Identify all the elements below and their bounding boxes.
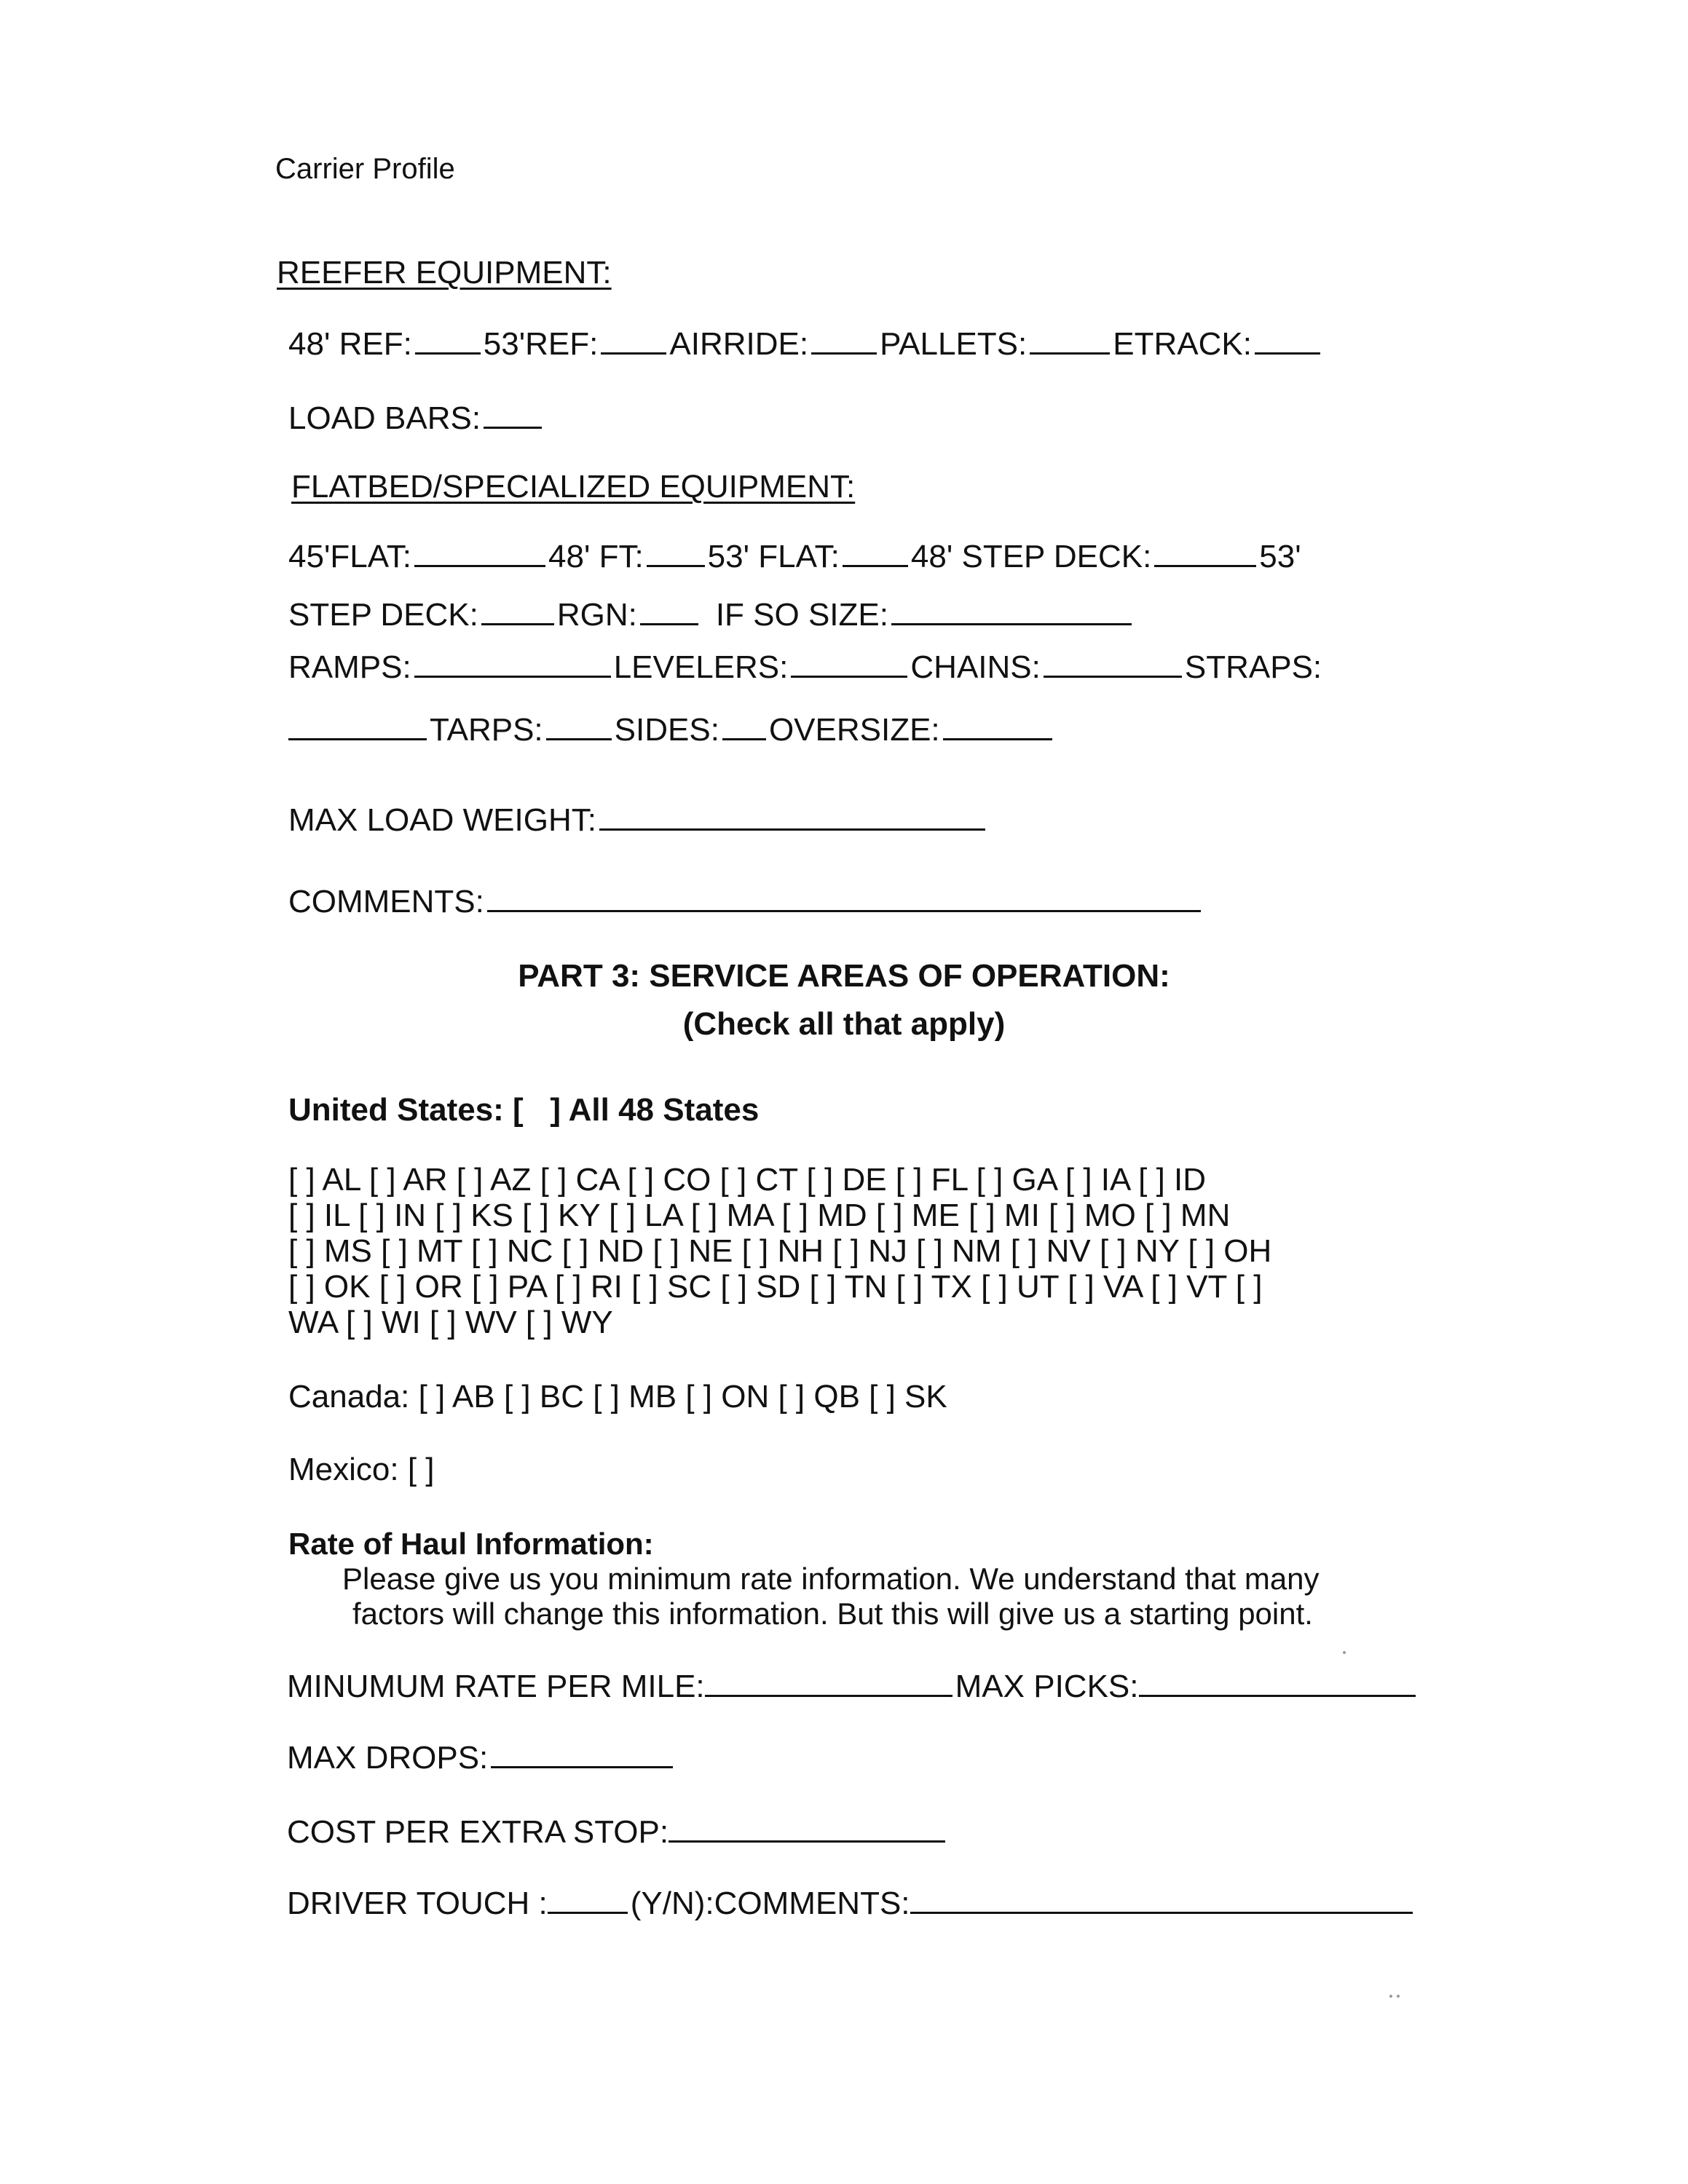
step-deck-label: STEP DECK: xyxy=(288,597,478,633)
step48-label: 48' STEP DECK: xyxy=(910,539,1152,574)
step53-label: 53' xyxy=(1259,539,1301,574)
sides-field[interactable] xyxy=(722,712,766,740)
cost-extra-stop-field[interactable] xyxy=(669,1814,945,1843)
load-bars-label: LOAD BARS: xyxy=(288,400,481,436)
levelers-field[interactable] xyxy=(791,649,907,678)
min-rate-field[interactable] xyxy=(705,1669,953,1697)
max-load-weight-field[interactable] xyxy=(599,802,985,831)
ref48-field[interactable] xyxy=(415,326,481,355)
oversize-label: OVERSIZE: xyxy=(768,712,940,748)
ramps-field[interactable] xyxy=(414,649,611,678)
part3-subtitle: (Check all that apply) xyxy=(682,1006,1006,1042)
comments-label: COMMENTS: xyxy=(288,884,484,919)
load-bars-field[interactable] xyxy=(484,400,542,429)
driver-touch-field[interactable] xyxy=(548,1886,628,1914)
max-picks-field[interactable] xyxy=(1139,1669,1416,1697)
rgn-field[interactable] xyxy=(640,597,698,625)
max-load-weight-label: MAX LOAD WEIGHT: xyxy=(288,802,596,838)
max-picks-label: MAX PICKS: xyxy=(955,1669,1139,1704)
mexico-line[interactable]: Mexico: [ ] xyxy=(288,1452,435,1487)
rate-paragraph-line-1: Please give us you minimum rate information. We understand that many xyxy=(342,1562,1320,1596)
ref53-field[interactable] xyxy=(601,326,666,355)
max-drops-label: MAX DROPS: xyxy=(287,1740,489,1776)
straps-label: STRAPS: xyxy=(1184,649,1322,685)
airride-field[interactable] xyxy=(811,326,877,355)
cost-extra-stop-label: COST PER EXTRA STOP: xyxy=(287,1814,669,1850)
flat45-field[interactable] xyxy=(414,539,545,567)
flatbed-line-1 xyxy=(288,537,1301,577)
ft48-field[interactable] xyxy=(647,539,705,567)
yn-comments-label: (Y/N):COMMENTS: xyxy=(630,1886,910,1921)
driver-touch-line xyxy=(287,1884,1416,1923)
page-title: Carrier Profile xyxy=(275,153,455,185)
etrack-label: ETRACK: xyxy=(1113,326,1252,362)
ft48-label: 48' FT: xyxy=(548,539,644,574)
state-line-4[interactable]: [ ] OK [ ] OR [ ] PA [ ] RI [ ] SC [ ] SD [ ] TN [ ] TX [ ] UT [ ] VA [ ] VT [ ] xyxy=(288,1269,1263,1305)
canada-line[interactable]: Canada: [ ] AB [ ] BC [ ] MB [ ] ON [ ] QB [ ] SK xyxy=(288,1379,947,1415)
scan-speck xyxy=(1397,1995,1400,1998)
oversize-field[interactable] xyxy=(943,712,1052,740)
driver-comments-field[interactable] xyxy=(910,1886,1413,1914)
chains-label: CHAINS: xyxy=(910,649,1041,685)
scan-speck xyxy=(1389,1995,1392,1998)
if-so-size-field[interactable] xyxy=(891,597,1132,625)
straps-field[interactable] xyxy=(288,712,427,740)
flatbed-line-3 xyxy=(288,648,1322,687)
flat45-label: 45'FLAT: xyxy=(288,539,411,574)
ref53-label: 53'REF: xyxy=(483,326,599,362)
step-deck-field[interactable] xyxy=(481,597,554,625)
ref48-label: 48' REF: xyxy=(288,326,412,362)
state-line-3[interactable]: [ ] MS [ ] MT [ ] NC [ ] ND [ ] NE [ ] NH [ ] NJ [ ] NM [ ] NV [ ] NY [ ] OH xyxy=(288,1233,1272,1269)
airride-label: AIRRIDE: xyxy=(669,326,809,362)
part3-title: PART 3: SERVICE AREAS OF OPERATION: xyxy=(518,958,1170,994)
rate-paragraph-line-2: factors will change this information. But this will give us a starting point. xyxy=(352,1597,1313,1631)
flat53-field[interactable] xyxy=(843,539,908,567)
rate-heading: Rate of Haul Information: xyxy=(288,1527,654,1561)
min-rate-label: MINUMUM RATE PER MILE: xyxy=(287,1669,705,1704)
max-drops-field[interactable] xyxy=(491,1740,673,1768)
comments-line xyxy=(288,882,1204,922)
reefer-line-2 xyxy=(288,399,545,438)
comments-field[interactable] xyxy=(487,884,1201,912)
pallets-field[interactable] xyxy=(1030,326,1110,355)
driver-touch-label: DRIVER TOUCH : xyxy=(287,1886,548,1921)
max-load-weight-line xyxy=(288,801,988,840)
reefer-line-1 xyxy=(288,325,1323,364)
state-line-5[interactable]: WA [ ] WI [ ] WV [ ] WY xyxy=(288,1305,613,1340)
us-all-states[interactable]: United States: [ ] All 48 States xyxy=(288,1092,760,1128)
reefer-heading: REEFER EQUIPMENT: xyxy=(277,255,612,290)
scan-speck xyxy=(1343,1651,1346,1654)
flat53-label: 53' FLAT: xyxy=(707,539,840,574)
pallets-label: PALLETS: xyxy=(880,326,1028,362)
etrack-field[interactable] xyxy=(1255,326,1320,355)
max-drops-line xyxy=(287,1738,676,1778)
tarps-label: TARPS: xyxy=(430,712,543,748)
tarps-field[interactable] xyxy=(546,712,612,740)
levelers-label: LEVELERS: xyxy=(613,649,789,685)
state-line-2[interactable]: [ ] IL [ ] IN [ ] KS [ ] KY [ ] LA [ ] MA [ ] MD [ ] ME [ ] MI [ ] MO [ ] MN xyxy=(288,1198,1231,1233)
flatbed-heading: FLATBED/SPECIALIZED EQUIPMENT: xyxy=(291,469,856,505)
state-line-1[interactable]: [ ] AL [ ] AR [ ] AZ [ ] CA [ ] CO [ ] CT [ ] DE [ ] FL [ ] GA [ ] IA [ ] ID xyxy=(288,1162,1207,1198)
extra-stop-line xyxy=(287,1813,948,1852)
if-so-size-label: IF SO SIZE: xyxy=(715,597,888,633)
sides-label: SIDES: xyxy=(614,712,719,748)
chains-field[interactable] xyxy=(1044,649,1182,678)
rate-line-1 xyxy=(287,1667,1419,1706)
step48-field[interactable] xyxy=(1154,539,1256,567)
flatbed-line-4 xyxy=(288,711,1055,750)
ramps-label: RAMPS: xyxy=(288,649,411,685)
rgn-label: RGN: xyxy=(556,597,637,633)
flatbed-line-2 xyxy=(288,596,1135,635)
